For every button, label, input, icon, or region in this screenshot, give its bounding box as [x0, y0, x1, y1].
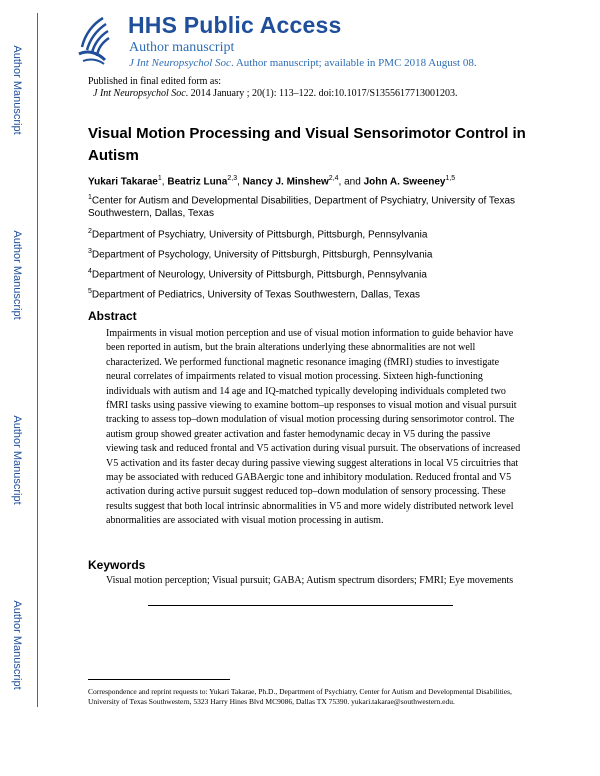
affiliation: $^2$Department of Psychiatry, University of Pittsburgh, Pittsburgh, Pennsylvania [88, 228, 428, 241]
abstract-heading: Abstract [88, 309, 137, 323]
published-label: Published in final edited form as: [88, 76, 222, 87]
paper-title: Visual Motion Processing and Visual Sensorimotor Control in Autism [88, 125, 526, 164]
correspondence-footnote: Correspondence and reprint requests to: Yukari Takarae, Ph.D., Department of Psychiatry, Center for Autism and Developmental Disabilities, University of Texas Southwestern, 5323 Harry Hines Blvd MC9086, Dallas TX 75390. yukari.takarae@southwestern.edu. [88, 687, 512, 706]
affiliation: $^5$Department of Pediatrics, University of Texas Southwestern, Dallas, Texas [88, 288, 421, 301]
sidebar-rule [37, 13, 38, 707]
affiliation: $^4$Department of Neurology, University of Pittsburgh, Pittsburgh, Pennsylvania [88, 268, 427, 281]
keywords-heading: Keywords [88, 558, 146, 572]
citation: J Int Neuropsychol Soc. 2014 January ; 20(1): 113–122. doi:10.1017/S1355617713001203. [93, 88, 458, 99]
keywords-text: Visual motion perception; Visual pursuit; GABA; Autism spectrum disorders; FMRI; Eye movements [106, 575, 514, 586]
sidebar-label: Author Manuscript [11, 415, 23, 505]
author-name: Nancy J. Minshew [242, 176, 329, 188]
section-divider [148, 605, 453, 606]
affiliation: $^3$Department of Psychology, University of Pittsburgh, Pittsburgh, Pennsylvania [88, 248, 433, 261]
sidebar-label: Author Manuscript [11, 45, 23, 135]
hhs-eagle-logo-icon [75, 14, 113, 66]
author-name: Yukari Takarae [88, 176, 158, 188]
footnote-divider [88, 679, 230, 680]
hhs-title: HHS Public Access [128, 12, 342, 38]
abstract-text: Impairments in visual motion perception and use of visual motion information to guide behavior have been reported in autism, but the brain alterations underlying these abnormalities are not well characterized. We performed functional magnetic resonance imaging (fMRI) studies to investigate neural correlates of impairments related to visual motion processing. Sixteen high-functioning individuals with autism and 14 age and IQ-matched typically developing individuals completed two fMRI tasks using passive viewing to examine bottom–up responses to visual motion and visual pursuit tracking to assess top–down modulation of visual motion processing during sensorimotor control. The autism group showed greater activation and faster hemodynamic decay in V5 during the passive viewing task and reduced frontal and V5 activation during visual pursuit. The observations of increased V5 activation and its faster decay during passive viewing suggest alterations in local V5 circuitries that may be associated with reduced GABAergic tone and inhibitory modulation. Reduced frontal and V5 activation during active pursuit suggest reduced top–down modulation of sensory processing. These results suggest that both local intrinsic abnormalities in V5 and more widely distributed network level abnormalities are associated with visual motion processing in autism. [106, 328, 521, 527]
sidebar-label: Author Manuscript [11, 600, 23, 690]
journal-availability: J Int Neuropsychol Soc. Author manuscript; available in PMC 2018 August 08. [129, 57, 477, 69]
sidebar-label: Author Manuscript [11, 230, 23, 320]
affiliation: $^1$Center for Autism and Developmental Disabilities, Department of Psychiatry, University of Texas Southwestern, Dallas, Texas [88, 194, 516, 220]
author-name: John A. Sweeney [363, 176, 446, 188]
author-list: Yukari Takarae$^1$, Beatriz Luna$^{2,3}$, Nancy J. Minshew$^{2,4}$, and John A. Sweeney$^{1,5}$ [88, 175, 456, 188]
author-name: Beatriz Luna [167, 176, 228, 188]
manuscript-label: Author manuscript [129, 40, 235, 55]
